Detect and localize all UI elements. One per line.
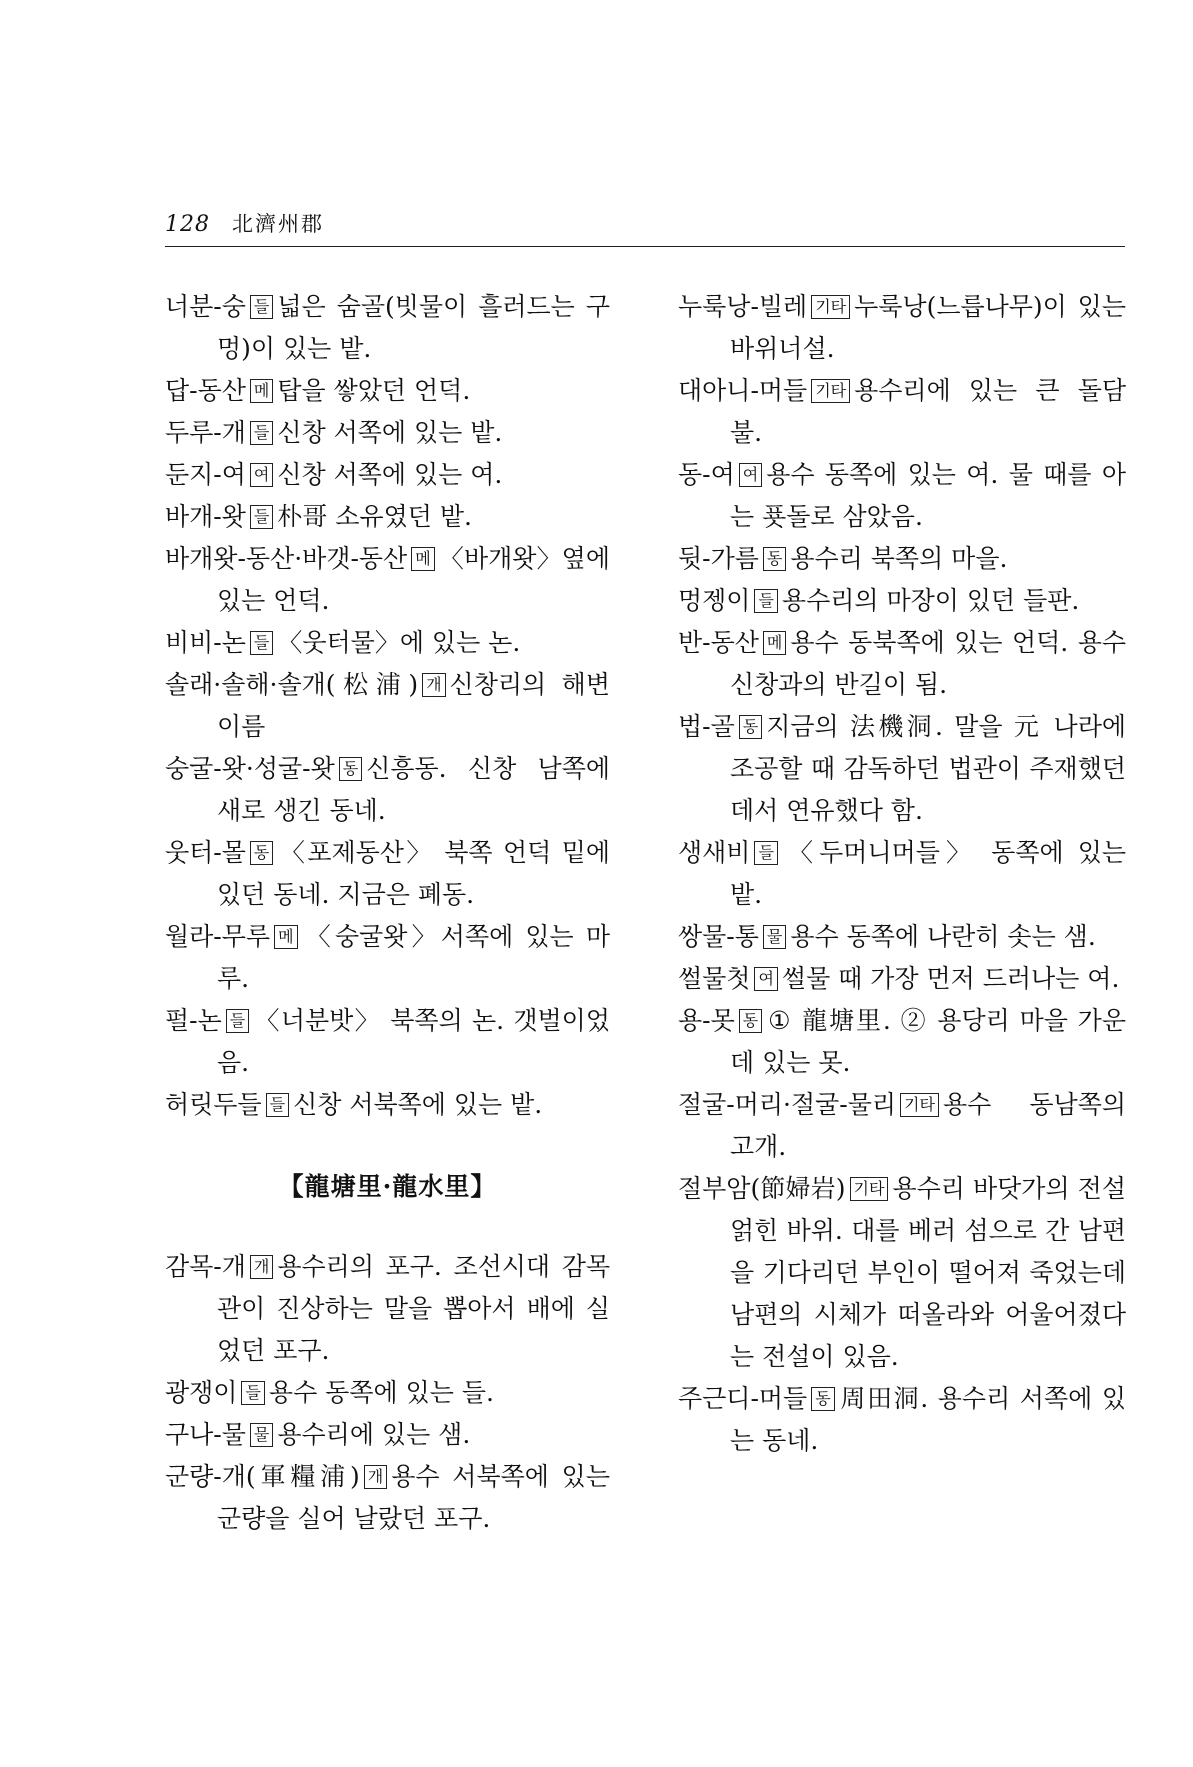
entry-headword: 군량-개(軍糧浦) bbox=[165, 1462, 360, 1491]
category-tag: 동 bbox=[811, 1387, 834, 1411]
category-tag: 들 bbox=[250, 295, 273, 319]
dictionary-entry bbox=[678, 1168, 1126, 1378]
dictionary-entry bbox=[165, 832, 610, 916]
dictionary-entry bbox=[678, 1378, 1126, 1462]
page-header bbox=[165, 208, 1125, 247]
entry-headword: 절부암(節婦岩) bbox=[678, 1174, 846, 1203]
dictionary-entry bbox=[165, 286, 610, 370]
dictionary-entry bbox=[678, 1084, 1126, 1168]
entry-headword: 펄-논 bbox=[165, 1006, 222, 1035]
dictionary-entry bbox=[165, 1414, 610, 1456]
entry-headword: 허릿두들 bbox=[165, 1090, 262, 1119]
entry-definition: 신창 서쪽에 있는 밭. bbox=[277, 418, 503, 447]
category-tag: 동 bbox=[739, 1009, 762, 1033]
entry-definition: 용수 동쪽에 있는 들. bbox=[268, 1378, 494, 1407]
entry-list-right bbox=[678, 286, 1126, 1462]
dictionary-entry bbox=[165, 454, 610, 496]
entry-definition: 용수 동쪽에 있는 여. 물 때를 아는 푯돌로 삼았음. bbox=[730, 460, 1126, 531]
category-tag: 동 bbox=[250, 841, 273, 865]
entry-definition: 신창 서북쪽에 있는 밭. bbox=[293, 1090, 543, 1119]
entry-definition: 용수 동남쪽의 고개. bbox=[730, 1090, 1126, 1161]
dictionary-entry bbox=[165, 370, 610, 412]
category-tag: 동 bbox=[739, 715, 762, 739]
category-tag: 개 bbox=[422, 673, 445, 697]
entry-headword: 누룩낭-빌레 bbox=[678, 292, 808, 321]
entry-definition: 〈숭굴왓〉서쪽에 있는 마루. bbox=[217, 922, 610, 993]
category-tag: 기타 bbox=[811, 295, 850, 319]
dictionary-entry bbox=[165, 748, 610, 832]
dictionary-entry bbox=[678, 580, 1126, 622]
category-tag: 동 bbox=[763, 547, 786, 571]
category-tag: 동 bbox=[339, 757, 362, 781]
category-tag: 메 bbox=[250, 379, 273, 403]
dictionary-entry bbox=[678, 958, 1126, 1000]
entry-headword: 둔지-여 bbox=[165, 460, 246, 489]
category-tag: 물 bbox=[763, 925, 786, 949]
entry-headword: 월라-무루 bbox=[165, 922, 271, 951]
entry-definition: ① 龍塘里. ② 용당리 마을 가운데 있는 못. bbox=[730, 1006, 1126, 1077]
entry-definition: 〈웃터물〉에 있는 논. bbox=[277, 628, 521, 657]
dictionary-entry bbox=[678, 1000, 1126, 1084]
entry-headword: 너분-숭 bbox=[165, 292, 246, 321]
entry-headword: 절굴-머리·절굴-물리 bbox=[678, 1090, 897, 1119]
dictionary-entry bbox=[165, 496, 610, 538]
dictionary-entry bbox=[165, 1372, 610, 1414]
category-tag: 들 bbox=[266, 1093, 289, 1117]
category-tag: 들 bbox=[226, 1009, 249, 1033]
entry-headword: 동-여 bbox=[678, 460, 735, 489]
category-tag: 들 bbox=[754, 841, 777, 865]
entry-headword: 두루-개 bbox=[165, 418, 246, 447]
category-tag: 메 bbox=[411, 547, 434, 571]
entry-definition: 〈너분밧〉 북쪽의 논. 갯벌이었음. bbox=[217, 1006, 610, 1077]
entry-definition: 탑을 쌓았던 언덕. bbox=[277, 376, 471, 405]
section-title: 【龍塘里·龍水里】 bbox=[278, 1172, 497, 1201]
entry-definition: 용수리 북쪽의 마을. bbox=[790, 544, 1008, 573]
entry-definition: 용수 서북쪽에 있는 군량을 실어 날랐던 포구. bbox=[217, 1462, 610, 1533]
entry-definition: 〈바개왓〉옆에 있는 언덕. bbox=[217, 544, 610, 615]
category-tag: 들 bbox=[250, 505, 273, 529]
left-column bbox=[165, 286, 610, 1540]
dictionary-entry bbox=[165, 622, 610, 664]
entry-headword: 답-동산 bbox=[165, 376, 246, 405]
entry-list-bottom bbox=[165, 1246, 610, 1540]
right-column bbox=[678, 286, 1126, 1462]
dictionary-entry bbox=[678, 706, 1126, 832]
category-tag: 들 bbox=[250, 631, 273, 655]
entry-definition: 용수리의 포구. 조선시대 감목관이 진상하는 말을 뽑아서 배에 실었던 포구. bbox=[217, 1252, 610, 1365]
dictionary-entry bbox=[678, 286, 1126, 370]
category-tag: 메 bbox=[274, 925, 297, 949]
dictionary-entry bbox=[678, 538, 1126, 580]
entry-headword: 웃터-몰 bbox=[165, 838, 246, 867]
category-tag: 들 bbox=[754, 589, 777, 613]
dictionary-entry bbox=[165, 1456, 610, 1540]
dictionary-entry bbox=[678, 370, 1126, 454]
entry-definition: 朴哥 소유였던 밭. bbox=[277, 502, 472, 531]
category-tag: 개 bbox=[364, 1465, 387, 1489]
category-tag: 여 bbox=[250, 463, 273, 487]
entry-list-top bbox=[165, 286, 610, 1126]
entry-headword: 바개왓-동산·바갯-동산 bbox=[165, 544, 408, 573]
entry-definition: 누룩낭(느릅나무)이 있는 바위너설. bbox=[730, 292, 1126, 363]
entry-headword: 생새비 bbox=[678, 838, 751, 867]
dictionary-entry bbox=[678, 832, 1126, 916]
entry-definition: 〈포제동산〉 북쪽 언덕 밑에 있던 동네. 지금은 폐동. bbox=[217, 838, 610, 909]
dictionary-entry bbox=[165, 1000, 610, 1084]
entry-definition: 용수리의 마장이 있던 들판. bbox=[781, 586, 1080, 615]
entry-headword: 비비-논 bbox=[165, 628, 246, 657]
entry-definition: 신흥동. 신창 남쪽에 새로 생긴 동네. bbox=[217, 754, 610, 825]
entry-headword: 대아니-머들 bbox=[678, 376, 808, 405]
dictionary-entry bbox=[165, 538, 610, 622]
entry-headword: 법-골 bbox=[678, 712, 735, 741]
entry-definition: 신창리의 해변 이름 bbox=[217, 670, 610, 741]
entry-definition: 용수리에 있는 큰 돌담불. bbox=[730, 376, 1126, 447]
dictionary-entry bbox=[678, 916, 1126, 958]
entry-headword: 숭굴-왓·성굴-왓 bbox=[165, 754, 335, 783]
entry-definition: 썰물 때 가장 먼저 드러나는 여. bbox=[781, 964, 1120, 993]
page-title: 北濟州郡 bbox=[232, 212, 324, 236]
category-tag: 개 bbox=[250, 1255, 273, 1279]
entry-headword: 구나-물 bbox=[165, 1420, 246, 1449]
category-tag: 메 bbox=[763, 631, 786, 655]
entry-definition: 周田洞. 용수리 서쪽에 있는 동네. bbox=[730, 1384, 1126, 1455]
entry-headword: 솔래·솔해·솔개(松浦) bbox=[165, 670, 419, 699]
category-tag: 물 bbox=[250, 1423, 273, 1447]
category-tag: 들 bbox=[241, 1381, 264, 1405]
entry-headword: 감목-개 bbox=[165, 1252, 246, 1281]
category-tag: 기타 bbox=[900, 1093, 939, 1117]
dictionary-entry bbox=[165, 412, 610, 454]
entry-headword: 바개-왓 bbox=[165, 502, 246, 531]
entry-headword: 반-동산 bbox=[678, 628, 759, 657]
dictionary-entry bbox=[165, 916, 610, 1000]
entry-headword: 썰물첫 bbox=[678, 964, 751, 993]
entry-definition: 용수리 바닷가의 전설 얽힌 바위. 대를 베러 섬으로 간 남편을 기다리던 부인이 떨어져 죽었는데 남편의 시체가 떠올라와 어울어졌다는 전설이 있음. bbox=[730, 1174, 1126, 1371]
category-tag: 들 bbox=[250, 421, 273, 445]
dictionary-entry bbox=[165, 1084, 610, 1126]
category-tag: 여 bbox=[754, 967, 777, 991]
page-number: 128 bbox=[165, 212, 210, 237]
entry-headword: 멍젱이 bbox=[678, 586, 751, 615]
dictionary-entry bbox=[165, 1246, 610, 1372]
entry-headword: 주근디-머들 bbox=[678, 1384, 808, 1413]
dictionary-entry bbox=[678, 454, 1126, 538]
entry-definition: 지금의 法機洞. 말을 元 나라에 조공할 때 감독하던 법관이 주재했던 데서 연유했다 함. bbox=[730, 712, 1126, 825]
entry-definition: 〈두머니머들〉 동쪽에 있는 밭. bbox=[730, 838, 1126, 909]
entry-headword: 광쟁이 bbox=[165, 1378, 238, 1407]
dictionary-entry bbox=[165, 664, 610, 748]
entry-definition: 용수 동북쪽에 있는 언덕. 용수 신창과의 반길이 됨. bbox=[730, 628, 1126, 699]
entry-headword: 뒷-가름 bbox=[678, 544, 759, 573]
entry-definition: 넓은 숨골(빗물이 흘러드는 구멍)이 있는 밭. bbox=[217, 292, 610, 363]
entry-headword: 쌍물-통 bbox=[678, 922, 759, 951]
category-tag: 기타 bbox=[811, 379, 850, 403]
dictionary-entry bbox=[678, 622, 1126, 706]
category-tag: 기타 bbox=[850, 1177, 889, 1201]
entry-definition: 용수리에 있는 샘. bbox=[277, 1420, 471, 1449]
entry-definition: 신창 서쪽에 있는 여. bbox=[277, 460, 503, 489]
entry-headword: 용-못 bbox=[678, 1006, 735, 1035]
category-tag: 여 bbox=[739, 463, 762, 487]
entry-definition: 용수 동쪽에 나란히 솟는 샘. bbox=[790, 922, 1096, 951]
